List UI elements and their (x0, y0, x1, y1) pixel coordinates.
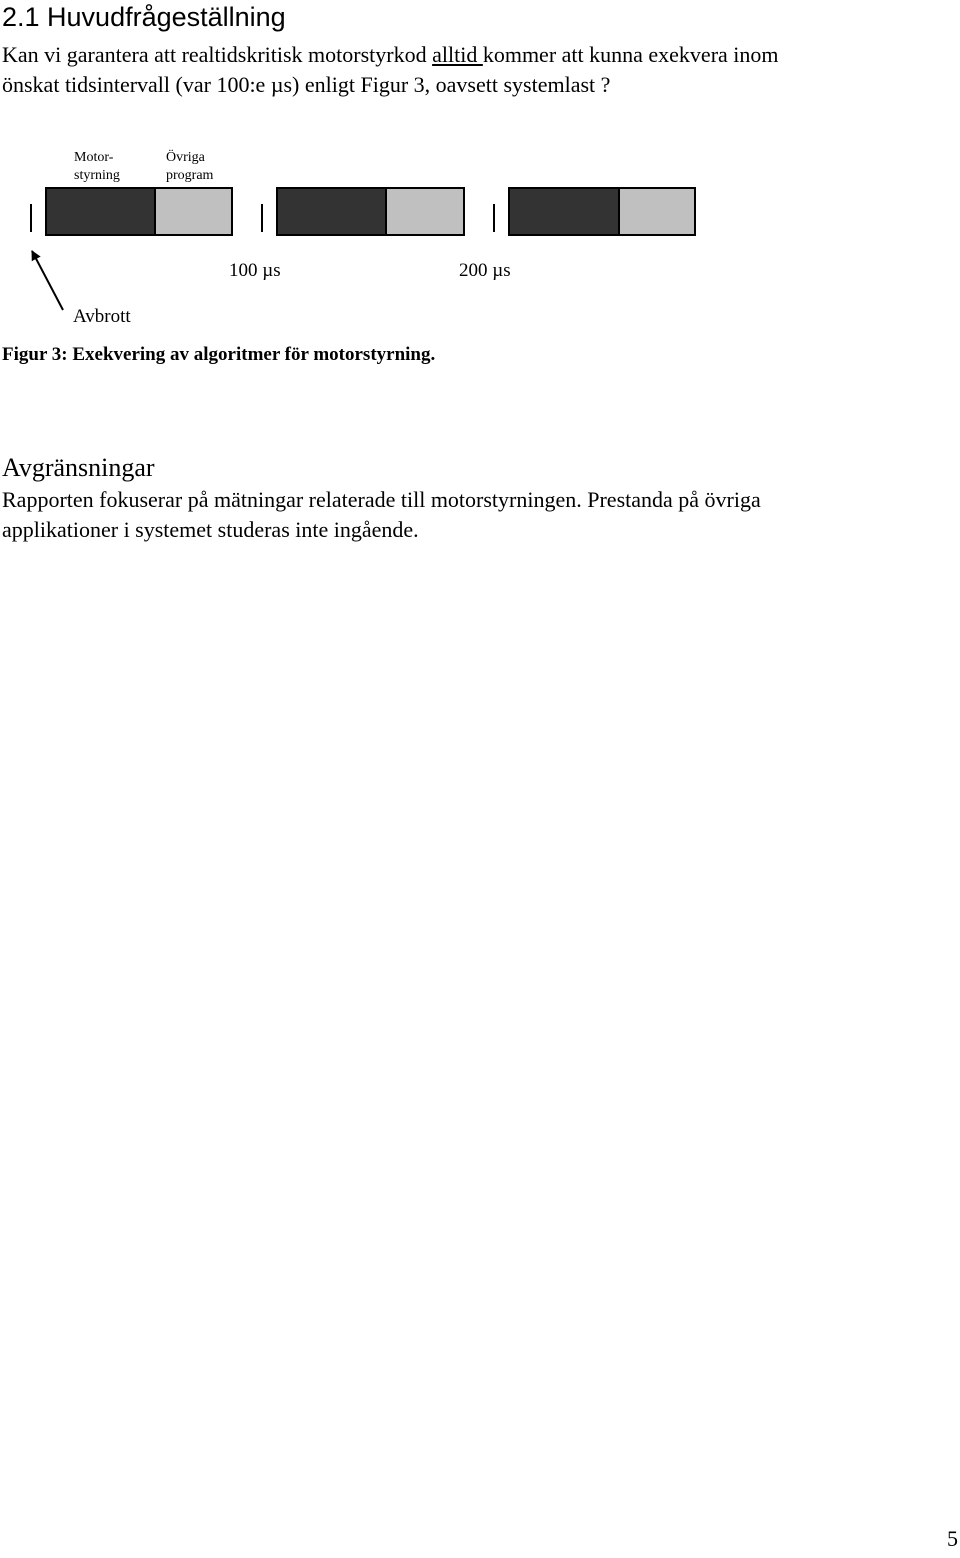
legend-motor-label-line1: Motor- (74, 150, 114, 165)
intro-underlined-word: alltid (432, 42, 483, 67)
legend-other-label-line2: program (166, 168, 214, 183)
tick-label-200us: 200 µs (459, 260, 511, 281)
interrupt-label: Avbrott (73, 306, 131, 327)
figure-caption: Figur 3: Exekvering av algoritmer för motorstyrning. (2, 344, 436, 365)
section-heading: 2.1 Huvudfrågeställning (2, 2, 286, 32)
intro-line-2: önskat tidsintervall (var 100:e µs) enligt Figur 3, oavsett systemlast ? (2, 72, 611, 97)
other-programs-block-2 (386, 188, 464, 235)
legend-other-label-line1: Övriga (166, 150, 205, 165)
page-number: 5 (947, 1526, 958, 1551)
motor-control-block-3 (509, 188, 619, 235)
limitations-line-1: Rapporten fokuserar på mätningar relaterade till motorstyrningen. Prestanda på övriga (2, 487, 761, 512)
limitations-paragraph (2, 485, 761, 545)
legend-motor-label-line2: styrning (74, 168, 120, 183)
other-programs-block-1 (155, 188, 232, 235)
intro-text-end: kommer att kunna exekvera inom (482, 42, 779, 67)
motor-control-block-1 (46, 188, 155, 235)
interrupt-arrow (32, 251, 63, 310)
tick-label-100us: 100 µs (229, 260, 281, 281)
motor-control-block-2 (277, 188, 386, 235)
other-programs-block-3 (619, 188, 695, 235)
intro-text-start: Kan vi garantera att realtidskritisk motorstyrkod (2, 42, 433, 67)
intro-paragraph (2, 40, 779, 100)
limitations-heading: Avgränsningar (2, 453, 155, 482)
execution-timeline-diagram (0, 140, 960, 340)
limitations-line-2: applikationer i systemet studeras inte ingående. (2, 517, 419, 542)
